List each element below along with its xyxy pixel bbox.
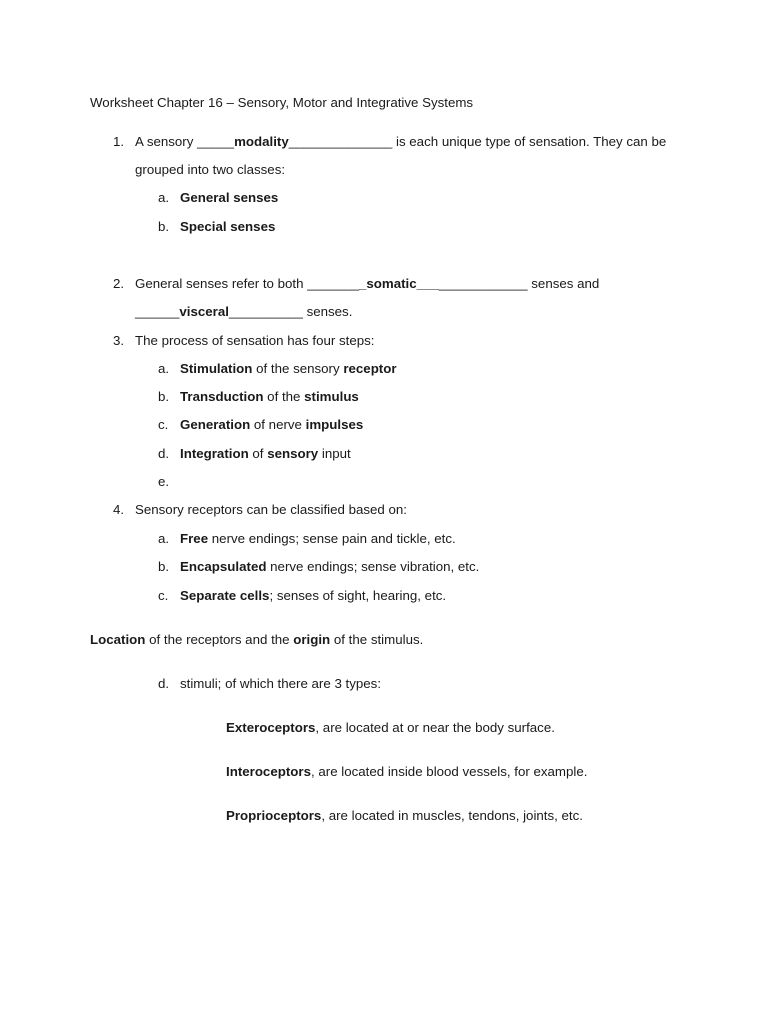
q2-line2 [135,303,352,320]
q3-a-text [180,360,397,377]
q4-a-bold: Free [180,531,209,546]
receptor-interoceptors [226,763,587,780]
q2-answer2: visceral [179,304,229,319]
q1-b-bold: Special senses [180,219,276,234]
q4-b-rest: nerve endings; sense vibration, etc. [266,559,480,574]
q2-pre2: ______ [135,304,180,319]
q2-post: senses. [302,304,353,319]
location-t2: of the stimulus. [330,632,424,647]
q1-answer: modality [234,134,289,149]
q4-a-rest: nerve endings; sense pain and tickle, etc. [208,531,456,546]
q3-b-b1: Transduction [180,389,264,404]
q1-a-marker: a. [158,190,170,205]
q1-b-marker: b. [158,219,170,234]
q1-line1 [135,133,666,150]
q3-b-text [180,388,359,405]
q4-text: Sensory receptors can be classified based on: [135,502,408,517]
q3-d-text [180,445,351,462]
q3-e-marker: e. [158,474,170,489]
q4-b-marker: b. [158,559,170,574]
receptor-proprioceptors [226,807,583,824]
q1-post: is each unique type of sensation. They can be [392,134,667,149]
q3-a-b2: receptor [343,361,397,376]
page-title: Worksheet Chapter 16 – Sensory, Motor and Integrative Systems [90,95,474,110]
q3-c-t1: of nerve [250,417,306,432]
q3-number: 3. [113,333,125,348]
q4-b-text [180,558,479,575]
q3-b-b2: stimulus [304,389,359,404]
q4-a-text [180,530,456,547]
q3-c-marker: c. [158,417,169,432]
item-d-text: stimuli; of which there are 3 types: [180,676,382,691]
q3-a-b1: Stimulation [180,361,253,376]
receptor-2-text: , are located in muscles, tendons, joints, etc. [321,808,583,823]
q3-d-t2: input [318,446,351,461]
q1-a-bold: General senses [180,190,279,205]
q1-post-blank: ______________ [288,134,393,149]
receptor-2-bold: Proprioceptors [226,808,322,823]
q1-b-text [180,218,275,235]
q3-d-marker: d. [158,446,170,461]
q3-d-b2: sensory [267,446,319,461]
location-b2: origin [293,632,331,647]
q1-line2: grouped into two classes: [135,162,286,177]
receptor-0-text: , are located at or near the body surface. [315,720,555,735]
q2-post-blank: __________ [228,304,303,319]
location-t1: of the receptors and the [145,632,294,647]
q2-mid-blank: ____________ [438,276,528,291]
receptor-0-bold: Exteroceptors [226,720,316,735]
receptor-exteroceptors [226,719,555,736]
q3-c-b1: Generation [180,417,251,432]
q4-c-bold: Separate cells [180,588,270,603]
q4-c-marker: c. [158,588,169,603]
q1-a-text [180,189,278,206]
receptor-1-text: , are located inside blood vessels, for example. [310,764,588,779]
q2-mid: senses and [527,276,600,291]
q3-d-b1: Integration [180,446,249,461]
q3-c-b2: impulses [305,417,364,432]
q3-d-t1: of [248,446,268,461]
location-b1: Location [90,632,146,647]
q3-a-t1: of the sensory [252,361,344,376]
q1-number: 1. [113,134,125,149]
q2-pre: General senses refer to both _______ [135,276,359,291]
item-d-marker: d. [158,676,170,691]
q1-pre: A sensory _____ [135,134,235,149]
location-paragraph [90,631,423,648]
q4-b-bold: Encapsulated [180,559,267,574]
q3-b-marker: b. [158,389,170,404]
q4-c-text [180,587,446,604]
q2-answer1: _somatic___ [358,276,439,291]
q2-number: 2. [113,276,125,291]
q4-c-rest: ; senses of sight, hearing, etc. [269,588,447,603]
q3-a-marker: a. [158,361,170,376]
q4-a-marker: a. [158,531,170,546]
q3-b-t1: of the [263,389,305,404]
q4-number: 4. [113,502,125,517]
q2-line1 [135,275,599,292]
receptor-1-bold: Interoceptors [226,764,311,779]
q3-text: The process of sensation has four steps: [135,333,375,348]
q3-c-text [180,416,363,433]
